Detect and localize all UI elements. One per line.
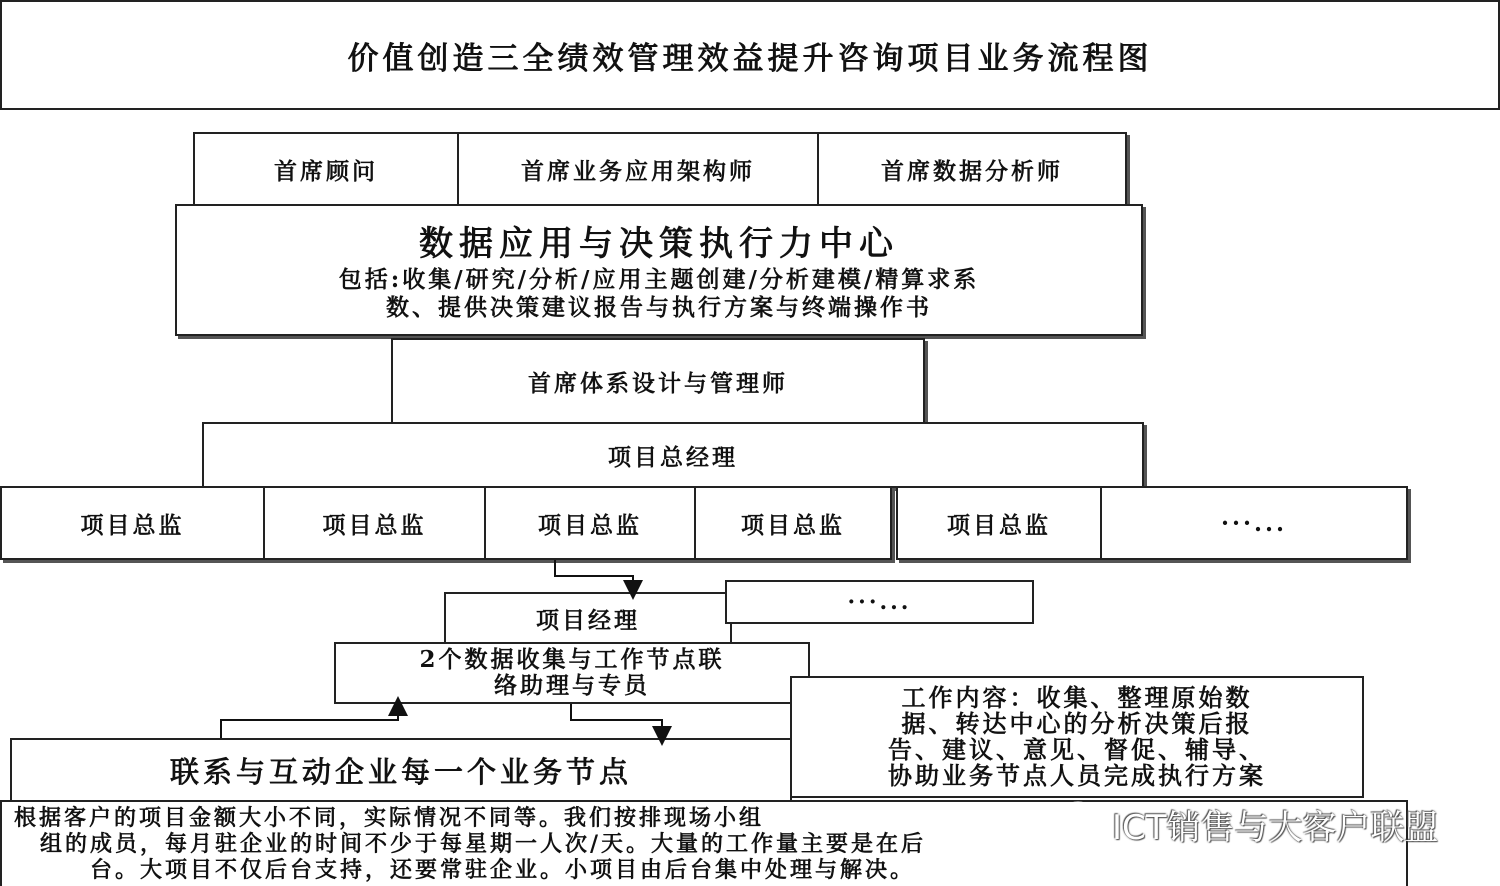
diagram-title: 价值创造三全绩效管理效益提升咨询项目业务流程图: [347, 40, 1153, 77]
work-content-box: 工作内容：收集、整理原始数 据、转达中心的分析决策后报 告、建议、意见、督促、辅导、 协助业务节点人员完成执行方案: [790, 676, 1364, 798]
arrow-director-to-pm: [555, 560, 633, 590]
role-chief-consultant: 首席顾问: [193, 132, 459, 206]
bottom-note-box: 根据客户的项目金额大小不同，实际情况不同等。我们按排现场小组 组的成员，每月驻企业的时间不少于每星期一人次/天。大量的工作量主要是在后 台。大项目不仅后台支持，还要常驻企业。小项目由后台集中处理与解决。: [0, 800, 1408, 886]
system-designer-box: 首席体系设计与管理师: [391, 338, 925, 424]
role-chief-data-analyst: 首席数据分析师: [817, 132, 1127, 206]
project-manager-extra-box: ···...: [725, 580, 1034, 624]
decision-center-box: [175, 204, 1143, 336]
watermark-text: ICT销售与大客户联盟: [1112, 808, 1439, 848]
director-box: 项目总监: [263, 486, 486, 560]
arrow-nodes-to-assistant: [221, 706, 398, 738]
watermark: [1058, 800, 1439, 849]
director-box: 项目总监: [694, 486, 892, 560]
project-manager-box: 项目经理: [444, 592, 732, 644]
decision-center-heading: 数据应用与决策执行力中心: [419, 224, 899, 264]
role-chief-architect: 首席业务应用架构师: [457, 132, 819, 206]
chat-bubble-icon: [1058, 801, 1106, 848]
director-box: 项目总监: [896, 486, 1102, 560]
director-box: 项目总监: [0, 486, 265, 560]
director-box-more: ···...: [1100, 486, 1408, 560]
decision-center-desc-line1: 包括:收集/研究/分析/应用主题创建/分析建模/精算求系: [338, 266, 980, 293]
general-manager-box: 项目总经理: [202, 422, 1144, 488]
liaison-assistant-box: 2个数据收集与工作节点联 络助理与专员: [334, 642, 810, 704]
director-box: 项目总监: [484, 486, 696, 560]
diagram-title-box: [0, 0, 1500, 110]
decision-center-desc-line2: 数、提供决策建议报告与执行方案与终端操作书: [386, 294, 932, 321]
business-nodes-box: 联系与互动企业每一个业务节点: [10, 738, 792, 800]
arrow-assistant-to-nodes: [571, 704, 662, 736]
